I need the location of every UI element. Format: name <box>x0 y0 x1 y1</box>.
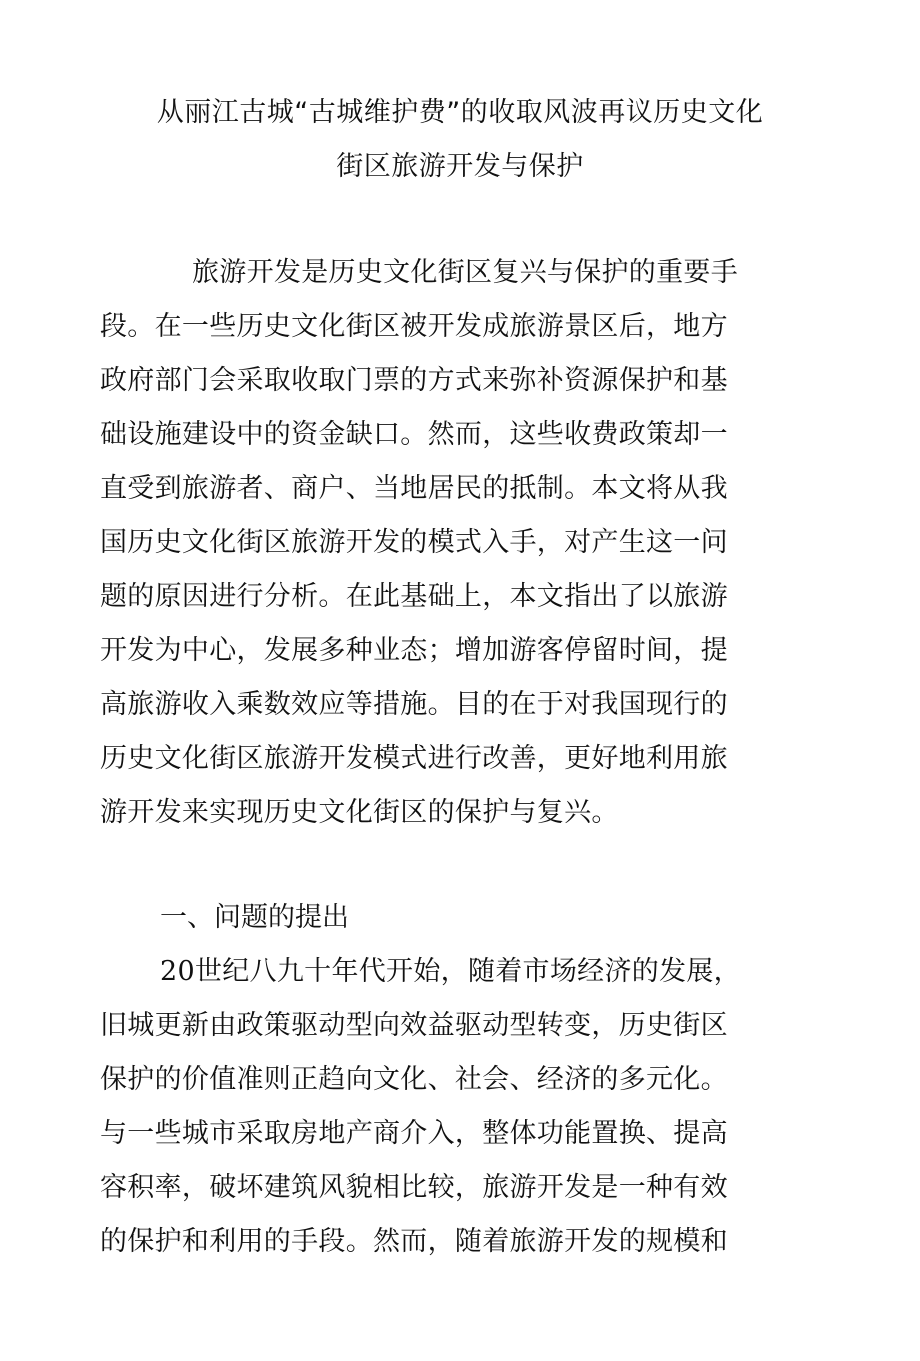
abstract-line: 政府部门会采取收取门票的方式来弥补资源保护和基 <box>100 365 728 396</box>
section-line: 的保护和利用的手段。然而，随着旅游开发的规模和 <box>100 1226 728 1257</box>
section-line: 保护的价值准则正趋向文化、社会、经济的多元化。 <box>100 1064 728 1095</box>
abstract-line: 题的原因进行分析。在此基础上，本文指出了以旅游 <box>100 581 728 612</box>
abstract-line: 高旅游收入乘数效应等措施。目的在于对我国现行的 <box>100 689 728 720</box>
abstract-line: 历史文化街区旅游开发模式进行改善，更好地利用旅 <box>100 743 728 774</box>
abstract-line: 开发为中心，发展多种业态；增加游客停留时间，提 <box>100 635 728 666</box>
document-title-line-1: 从丽江古城“古城维护费”的收取风波再议历史文化 <box>156 97 764 128</box>
section-line: 与一些城市采取房地产商介入，整体功能置换、提高 <box>100 1118 728 1149</box>
abstract-line: 直受到旅游者、商户、当地居民的抵制。本文将从我 <box>100 473 728 504</box>
section-heading: 一、问题的提出 <box>160 902 349 933</box>
abstract-line: 旅游开发是历史文化街区复兴与保护的重要手 <box>192 257 738 288</box>
abstract-line: 国历史文化街区旅游开发的模式入手，对产生这一问 <box>100 527 728 558</box>
section-line: 20世纪八九十年代开始，随着市场经济的发展， <box>160 956 741 987</box>
abstract-line: 础设施建设中的资金缺口。然而，这些收费政策却一 <box>100 419 728 450</box>
document-title-line-2: 街区旅游开发与保护 <box>336 151 584 182</box>
section-line: 旧城更新由政策驱动型向效益驱动型转变，历史街区 <box>100 1010 728 1041</box>
abstract-line: 段。在一些历史文化街区被开发成旅游景区后，地方 <box>100 311 728 342</box>
section-line: 容积率，破坏建筑风貌相比较，旅游开发是一种有效 <box>100 1172 728 1203</box>
abstract-line: 游开发来实现历史文化街区的保护与复兴。 <box>100 797 619 828</box>
